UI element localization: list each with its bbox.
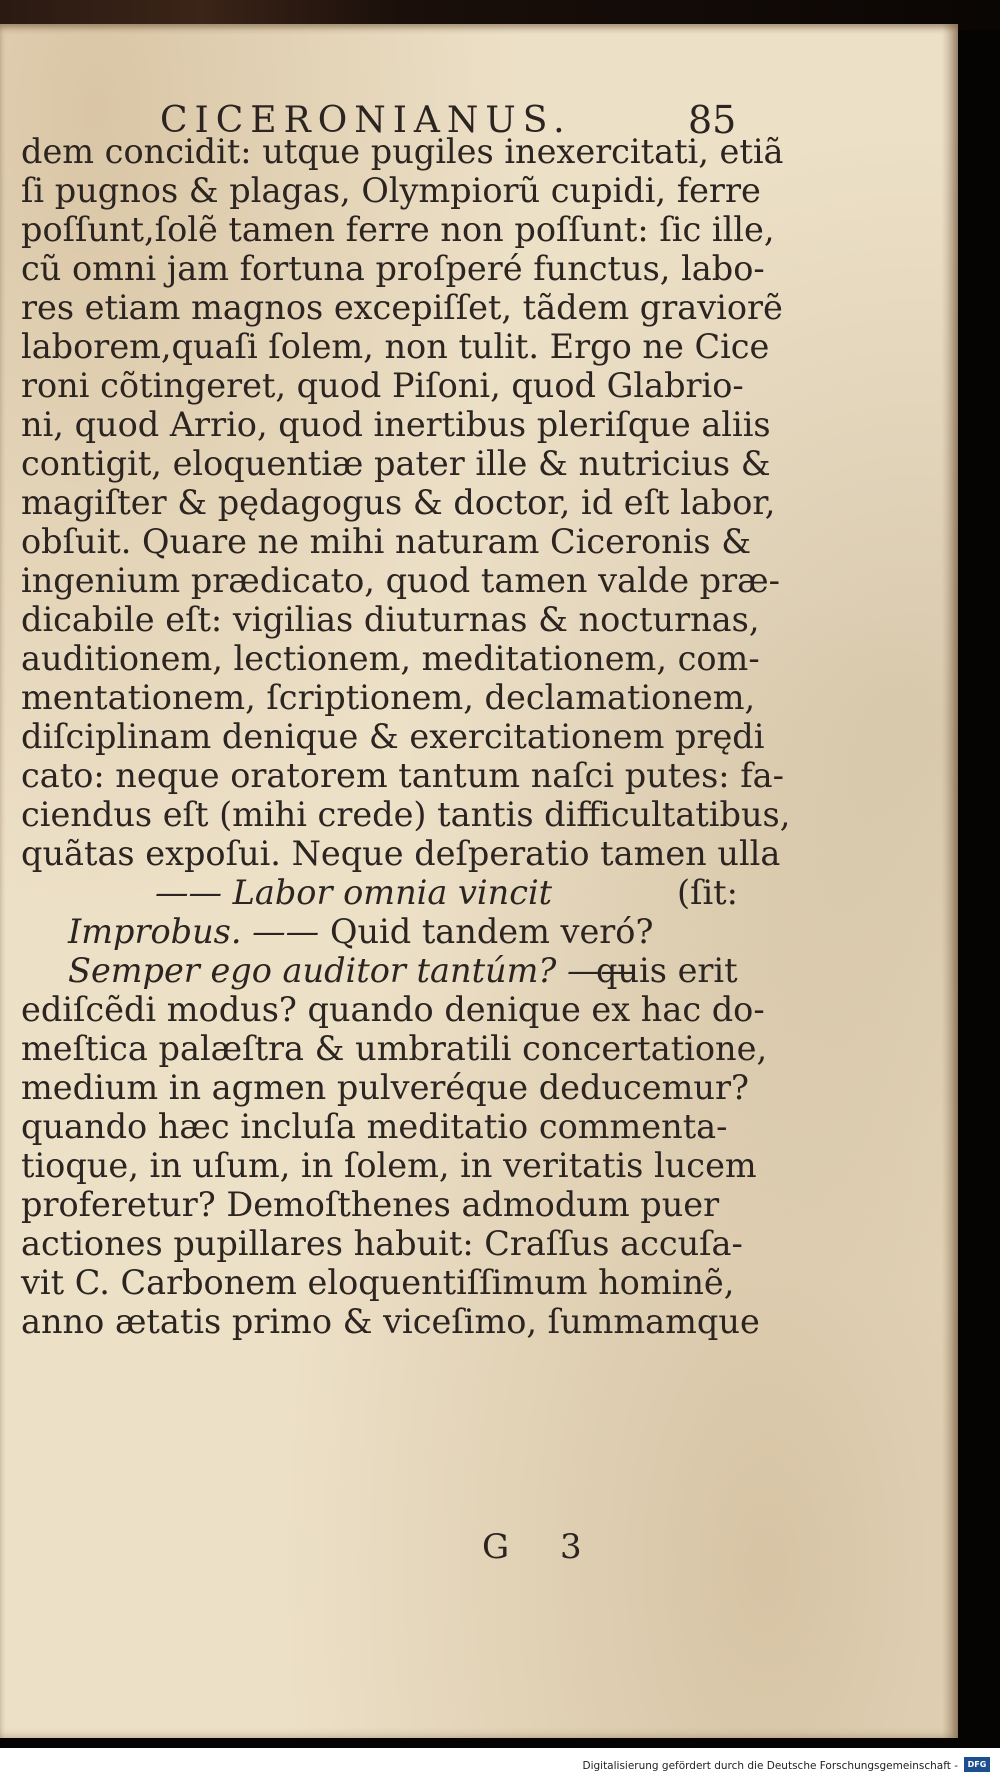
- text-line: meſtica palæſtra & umbratili concertatione,: [21, 1029, 768, 1068]
- text-line: ingenium prædicato, quod tamen valde præ-: [21, 561, 780, 600]
- text-line: auditionem, lectionem, meditationem, com-: [21, 639, 760, 678]
- verse-line-tail: (ſit:: [677, 873, 738, 912]
- text-line: roni cõtingeret, quod Piſoni, quod Glabrio-: [21, 366, 744, 405]
- text-line: mentationem, ſcriptionem, declamationem,: [21, 678, 756, 717]
- text-line: ni, quod Arrio, quod inertibus pleriſque aliis: [21, 405, 771, 444]
- text-line: proferetur? Demoſthenes admodum puer: [21, 1185, 720, 1224]
- text-line: contigit, eloquentiæ pater ille & nutricius &: [21, 444, 771, 483]
- text-line: dem concidit: utque pugiles inexercitati, etiã: [21, 132, 784, 171]
- text-line: anno ætatis primo & viceſimo, ſummamque: [21, 1302, 760, 1341]
- text-line: ſi pugnos & plagas, Olympiorũ cupidi, ferre: [21, 171, 761, 210]
- text-line: dicabile eſt: vigilias diuturnas & nocturnas,: [21, 600, 760, 639]
- text-line: obſuit. Quare ne mihi naturam Ciceronis &: [21, 522, 752, 561]
- text-line: diſciplinam denique & exercitationem prędi: [21, 717, 765, 756]
- signature-mark: G 3: [482, 1527, 602, 1567]
- verse-line-tail: quis erit: [596, 951, 738, 990]
- text-line: laborem,quaſi ſolem, non tulit. Ergo ne Cice: [21, 327, 770, 366]
- running-head: CICERONIANUS.: [160, 100, 572, 141]
- footer-credit: Digitalisierung gefördert durch die Deutsche Forschungsgemeinschaft -: [582, 1760, 958, 1772]
- verse-line-tail: Quid tandem veró?: [330, 912, 654, 951]
- text-line: ediſcẽdi modus? quando denique ex hac do-: [21, 990, 765, 1029]
- text-line: cato: neque oratorem tantum naſci putes: fa-: [21, 756, 784, 795]
- text-line: tioque, in uſum, in ſolem, in veritatis lucem: [21, 1146, 757, 1185]
- verse-line: Semper ego auditor tantúm? ——: [68, 951, 634, 990]
- text-line: ciendus eſt (mihi crede) tantis difficultatibus,: [21, 795, 791, 834]
- text-line: vit C. Carbonem eloquentiſſimum hominẽ,: [21, 1263, 735, 1302]
- text-line: poſſunt,ſolẽ tamen ferre non poſſunt: ſic ille,: [21, 210, 775, 249]
- page-right-edge: [942, 24, 958, 1738]
- dfg-logo: DFG: [964, 1757, 990, 1772]
- text-line: res etiam magnos excepiſſet, tãdem graviorẽ: [21, 288, 783, 327]
- text-line: cũ omni jam fortuna proſperé functus, labo-: [21, 249, 765, 288]
- page-number: 85: [688, 98, 737, 142]
- verse-line: —— Labor omnia vincit: [155, 873, 553, 912]
- text-line: actiones pupillares habuit: Craſſus accuſa-: [21, 1224, 743, 1263]
- text-line: magiſter & pędagogus & doctor, id eſt labor,: [21, 483, 776, 522]
- verse-line: Improbus. ——: [68, 912, 320, 951]
- text-line: medium in agmen pulveréque deducemur?: [21, 1068, 749, 1107]
- text-line: quando hæc incluſa meditatio commenta-: [21, 1107, 728, 1146]
- text-line: quãtas expoſui. Neque deſperatio tamen ulla: [21, 834, 781, 873]
